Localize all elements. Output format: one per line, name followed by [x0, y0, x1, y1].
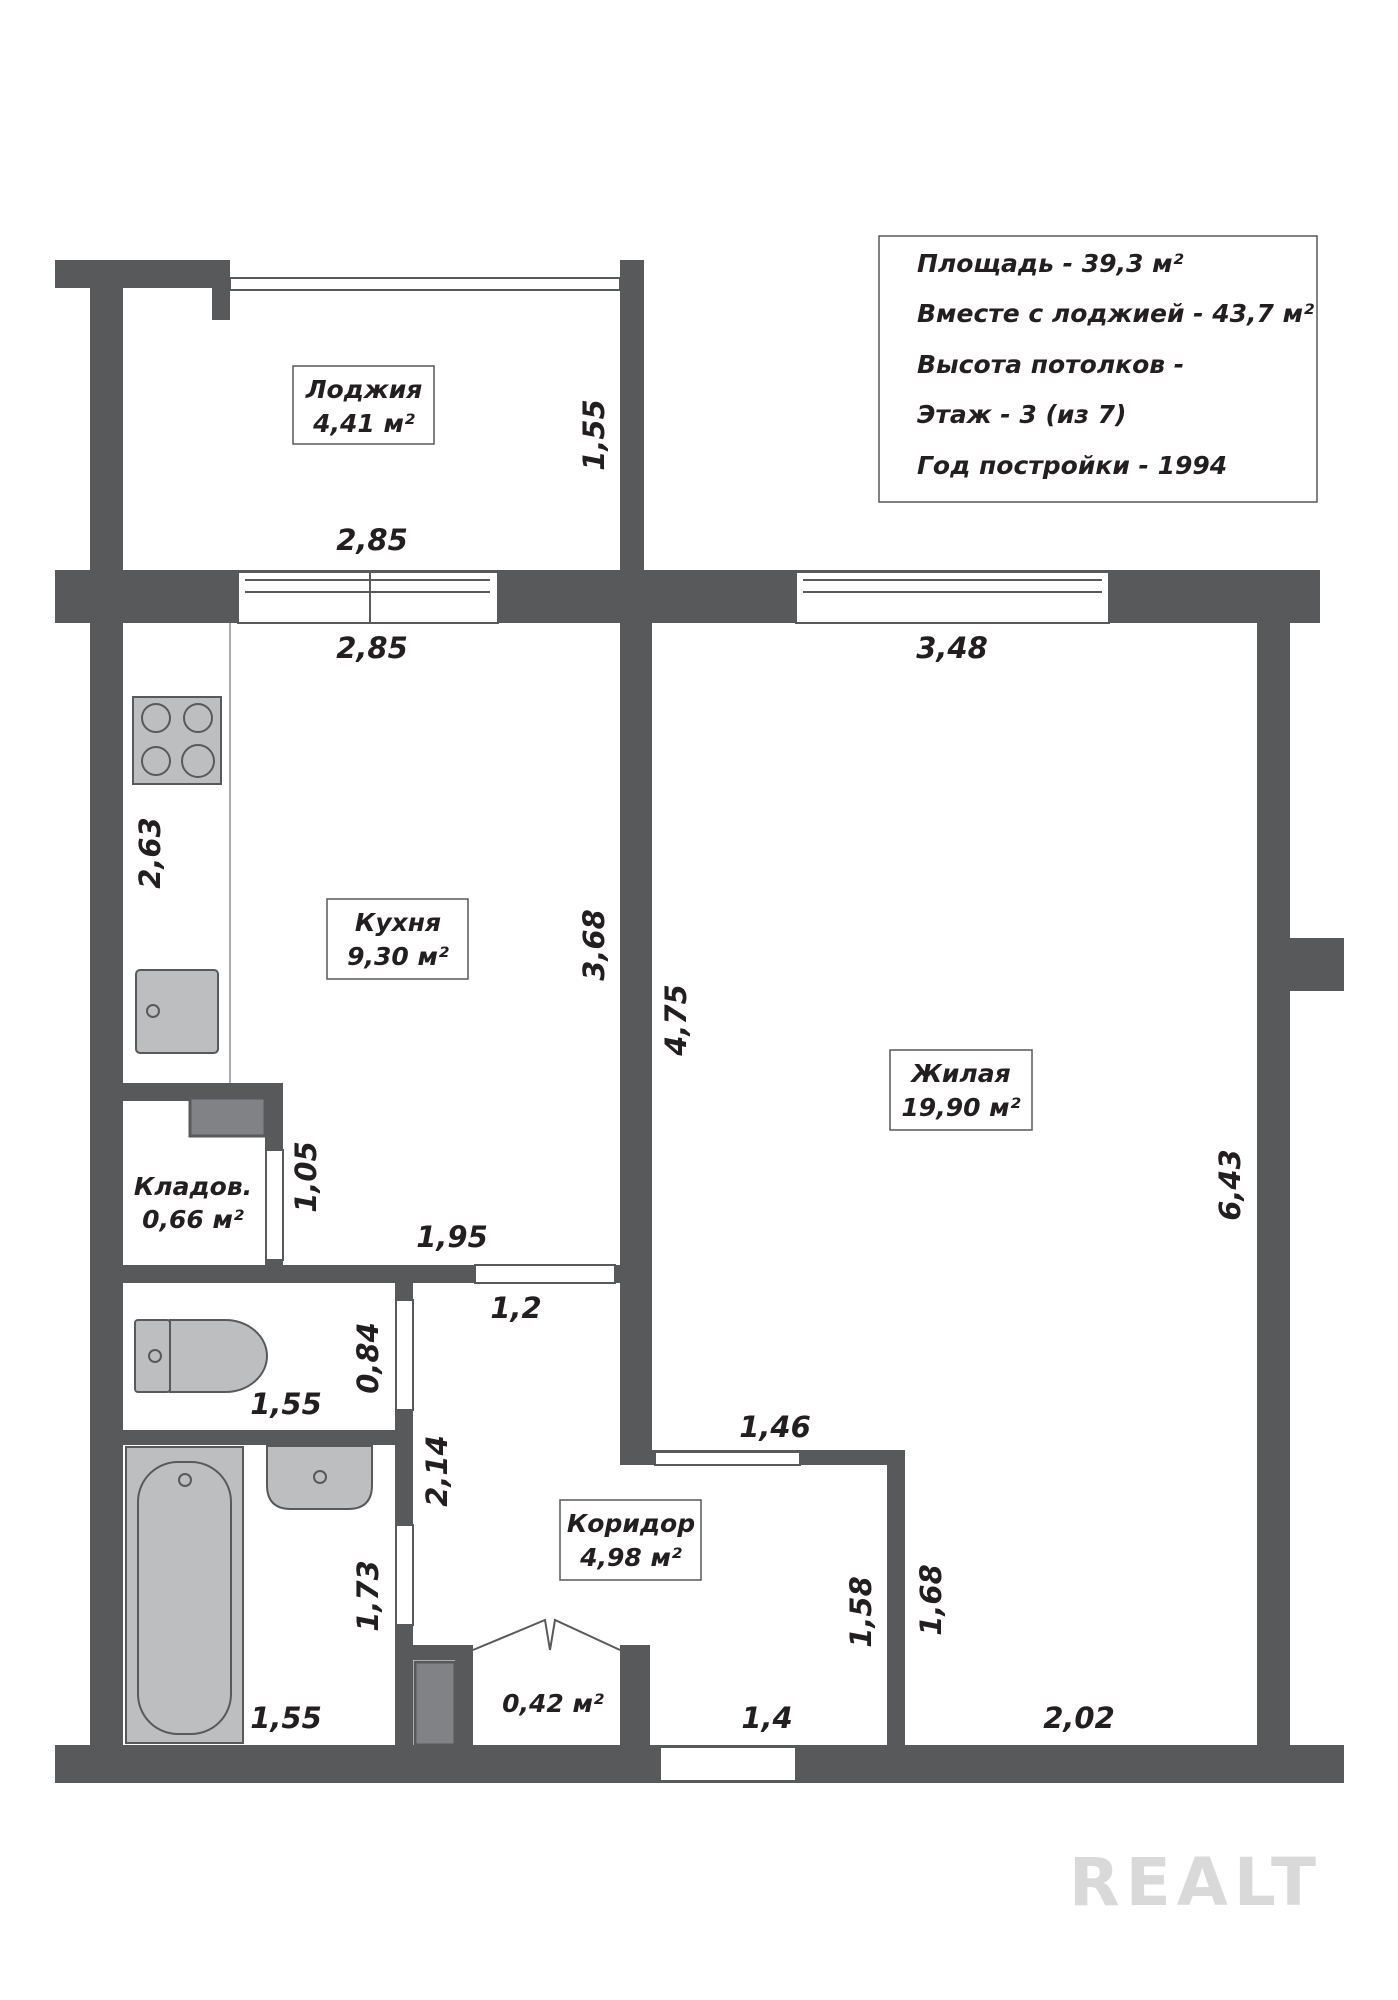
left-exterior-wall [90, 570, 123, 1745]
dim-corridor-top: 1,2 [490, 1291, 542, 1325]
washbasin-icon [267, 1446, 372, 1509]
ventilation-shaft [190, 1098, 265, 1136]
toilet-tank-icon [135, 1320, 170, 1392]
burner-3 [142, 747, 170, 775]
info-area-with-loggia: Вместе с лоджией - 43,7 м² [917, 299, 1315, 328]
dim-living-lower-left: 1,68 [914, 1564, 948, 1636]
watermark-logo: REALT [1068, 1844, 1322, 1921]
right-exterior-wall [1257, 570, 1290, 1745]
dim-corridor-right: 1,58 [844, 1576, 878, 1648]
dim-living-left: 4,75 [659, 984, 693, 1056]
dim-living-top: 3,48 [916, 631, 988, 665]
dim-corridor-left: 2,14 [420, 1435, 454, 1507]
closet-shaft [415, 1662, 455, 1745]
corridor-right-wall [887, 1450, 905, 1745]
loggia-right-wall [620, 260, 644, 570]
info-ceiling-height: Высота потолков - [917, 350, 1185, 379]
info-panel [879, 236, 1317, 502]
info-area: Площадь - 39,3 м² [917, 249, 1184, 278]
kitchen-area: 9,30 м² [347, 942, 449, 971]
corridor-name: Коридор [566, 1509, 696, 1538]
dim-living-right: 6,43 [1213, 1149, 1247, 1221]
dim-living-bottom: 2,02 [1043, 1701, 1115, 1735]
loggia-name: Лоджия [305, 375, 423, 404]
dim-bath-right: 1,73 [351, 1560, 385, 1632]
bathtub-inner [138, 1462, 231, 1734]
loggia-area: 4,41 м² [313, 409, 415, 438]
dim-living-notch: 1,46 [739, 1410, 811, 1444]
dim-bath-bottom: 1,55 [250, 1701, 322, 1735]
closet-right-wall [620, 1645, 650, 1745]
dim-toilet-right: 0,84 [351, 1322, 385, 1394]
toilet-door [396, 1300, 413, 1410]
kitchen-living-wall [620, 623, 652, 1453]
storage-name: Кладов. [133, 1172, 253, 1201]
burner-2 [184, 704, 212, 732]
info-floor: Этаж - 3 (из 7) [917, 400, 1127, 429]
dim-storage-right: 1,05 [289, 1141, 323, 1213]
storage-door [266, 1150, 283, 1260]
toilet-bowl-icon [170, 1320, 267, 1392]
burner-1 [142, 704, 170, 732]
kitchen-sink-icon [136, 970, 218, 1053]
loggia-nub [212, 260, 230, 320]
bathroom-door [396, 1525, 413, 1625]
corridor-area: 4,98 м² [580, 1543, 682, 1572]
dim-toilet-bottom: 1,55 [250, 1387, 322, 1421]
loggia-glazing [230, 278, 620, 290]
right-wall-notch [1257, 938, 1344, 991]
dim-kitchen-bottom: 1,95 [416, 1220, 488, 1254]
loggia-top-wall [55, 260, 230, 288]
dim-kitchen-right: 3,68 [577, 909, 611, 981]
dim-loggia-height: 1,55 [577, 399, 611, 471]
kitchen-name: Кухня [354, 908, 442, 937]
closet-area: 0,42 м² [502, 1689, 604, 1718]
toilet-bath-wall [123, 1430, 413, 1445]
living-door [655, 1452, 800, 1465]
kitchen-door [475, 1265, 615, 1283]
dim-kitchen-left: 2,63 [133, 817, 167, 889]
living-name: Жилая [911, 1059, 1011, 1088]
storage-area: 0,66 м² [142, 1205, 244, 1234]
closet-left-wall [455, 1645, 473, 1745]
corridor-window [660, 1747, 796, 1781]
dim-corridor-bottom: 1,4 [741, 1701, 793, 1735]
loggia-left-wall [90, 260, 123, 570]
info-year-built: Год постройки - 1994 [917, 451, 1228, 480]
burner-4 [182, 745, 214, 777]
dim-loggia-width: 2,85 [336, 523, 408, 557]
dim-kitchen-top: 2,85 [336, 631, 408, 665]
living-area: 19,90 м² [901, 1093, 1021, 1122]
closet-door-swing [473, 1620, 620, 1650]
